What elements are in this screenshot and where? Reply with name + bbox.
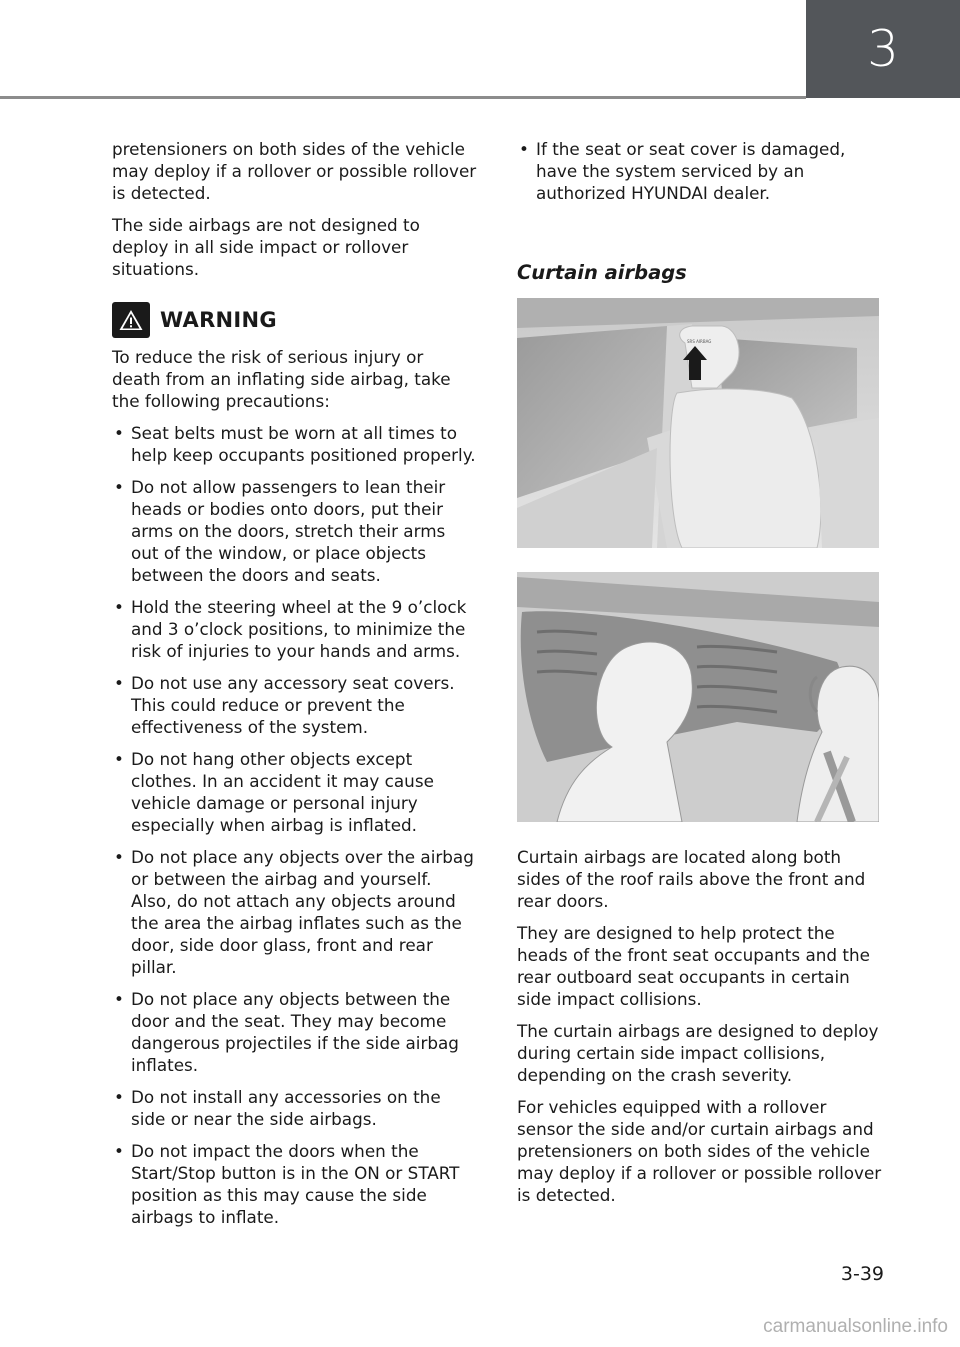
watermark: carmanualsonline.info	[763, 1316, 948, 1337]
list-item: • Hold the steering wheel at the 9 o’clock and 3 o’clock positions, to minimize the risk of injuries to your hands and arms.	[114, 597, 467, 661]
list-item: • Do not install any accessories on the side or near the side airbags.	[114, 1087, 441, 1129]
header-rule	[0, 96, 806, 99]
right-column	[517, 138, 882, 1216]
list-item: • Do not use any accessory seat covers. This could reduce or prevent the effectiveness of the system.	[114, 673, 455, 737]
chapter-tab: 3	[806, 0, 960, 98]
intro-paragraph: The side airbags are not designed to deploy in all side impact or rollover situations.	[112, 215, 420, 279]
list-item: • Do not impact the doors when the Start/Stop button is in the ON or START position as this may cause the side airbags to inflate.	[114, 1141, 460, 1227]
seat-figure	[517, 298, 879, 548]
warning-intro: To reduce the risk of serious injury or death from an inflating side airbag, take the following precautions:	[112, 347, 451, 411]
body-paragraph: Curtain airbags are located along both sides of the roof rails above the front and rear doors.	[517, 847, 866, 911]
list-item: • Do not allow passengers to lean their heads or bodies onto doors, put their arms on the doors, stretch their arms out of the window, or place objects between the doors and seats.	[114, 477, 446, 585]
body-paragraph: For vehicles equipped with a rollover sensor the side and/or curtain airbags and pretensioners on both sides of the vehicle may deploy if a rollover or possible rollover is detected.	[517, 1097, 882, 1205]
warning-triangle-icon	[112, 302, 150, 338]
list-item: • Seat belts must be worn at all times to help keep occupants positioned properly.	[114, 423, 476, 465]
figure-label: SRS AIRBAG	[687, 339, 712, 344]
left-column	[112, 138, 477, 1238]
page-number: 3-39	[840, 1263, 884, 1285]
body-paragraph: The curtain airbags are designed to deploy during certain side impact collisions, depending on the crash severity.	[517, 1021, 879, 1085]
intro-paragraph: pretensioners on both sides of the vehicle may deploy if a rollover or possible rollover is detected.	[112, 139, 477, 203]
section-title: Curtain airbags	[517, 261, 687, 284]
warning-list	[112, 422, 477, 1228]
airbag-figure	[517, 572, 879, 822]
warning-title: WARNING	[160, 308, 277, 332]
top-list	[517, 138, 882, 204]
body-paragraph: They are designed to help protect the heads of the front seat occupants and the rear outboard seat occupants in certain side impact collisions.	[517, 923, 870, 1009]
list-item: • Do not place any objects between the door and the seat. They may become dangerous projectiles if the side airbag inflates.	[114, 989, 459, 1075]
list-item: • Do not hang other objects except clothes. In an accident it may cause vehicle damage or personal injury especially when airbag is inflated.	[114, 749, 434, 835]
warning-header	[112, 302, 477, 338]
list-item: • Do not place any objects over the airbag or between the airbag and yourself. Also, do not attach any objects around the area the airbag inflates such as the door, side door glass, front and rear pillar.	[114, 847, 474, 977]
list-item: • If the seat or seat cover is damaged, have the system serviced by an authorized HYUNDAI dealer.	[519, 139, 846, 203]
